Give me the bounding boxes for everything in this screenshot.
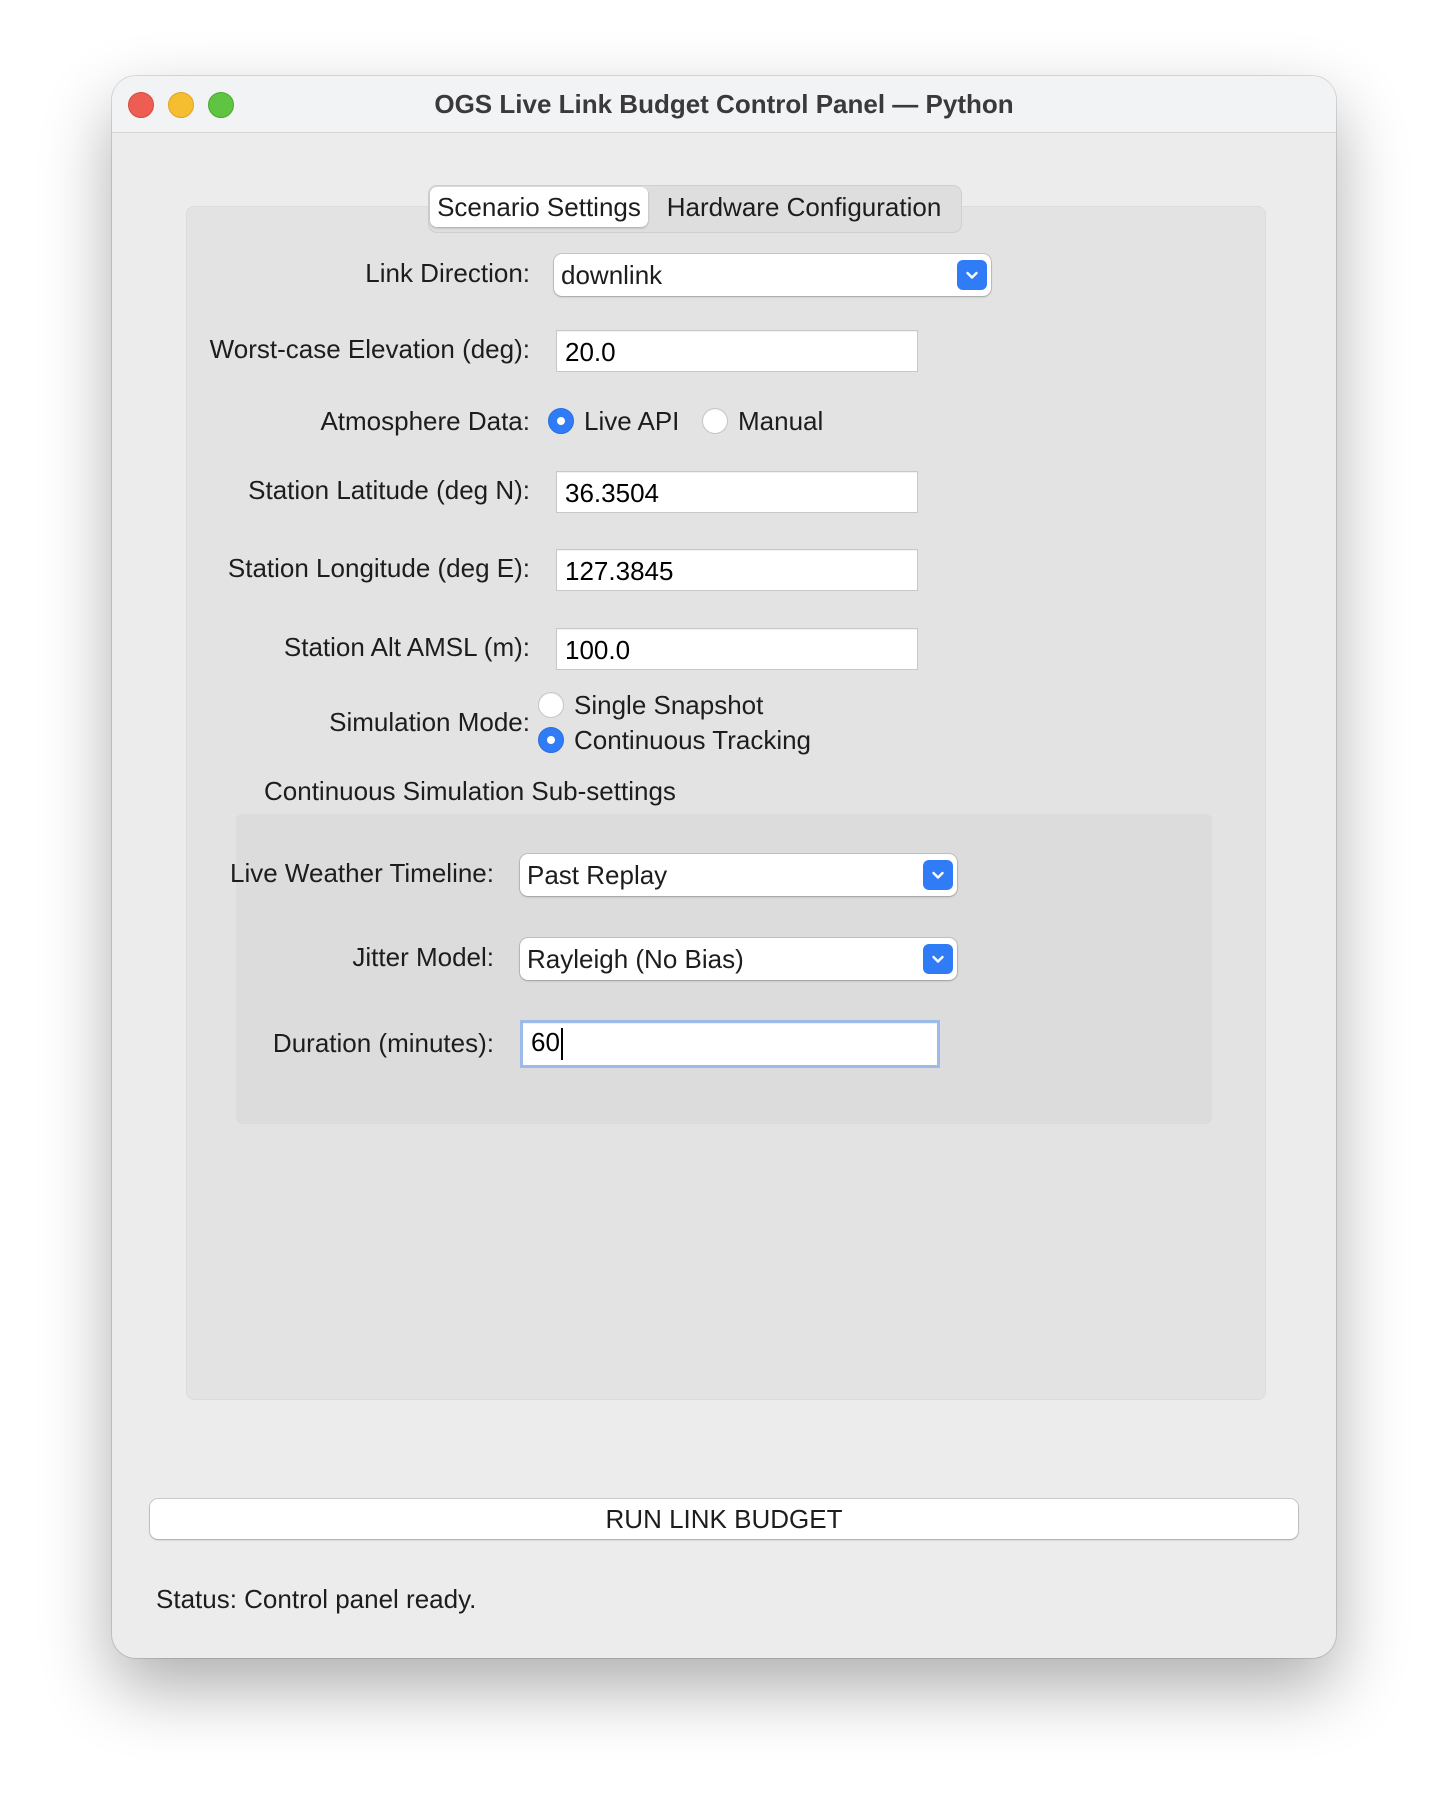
tab-hardware-configuration[interactable]: Hardware Configuration	[666, 192, 942, 222]
continuous-tracking-label: Continuous Tracking	[574, 724, 812, 755]
latitude-label: Station Latitude (deg N):	[248, 475, 530, 505]
elevation-input[interactable]: 20.0	[556, 330, 918, 372]
radio-unselected-indicator	[702, 408, 728, 434]
weather-timeline-value: Past Replay	[527, 860, 668, 890]
subsettings-title: Continuous Simulation Sub-settings	[264, 776, 676, 806]
chevron-down-icon	[923, 944, 953, 974]
title-bar	[112, 76, 1336, 133]
weather-timeline-label: Live Weather Timeline:	[230, 858, 494, 888]
altitude-label: Station Alt AMSL (m):	[283, 632, 530, 662]
duration-label: Duration (minutes):	[272, 1028, 494, 1058]
radio-selected-indicator	[548, 408, 574, 434]
duration-input[interactable]	[520, 1020, 940, 1068]
single-snapshot-radio[interactable]	[538, 687, 763, 723]
window-title: OGS Live Link Budget Control Panel — Python	[434, 89, 1014, 119]
jitter-model-value: Rayleigh (No Bias)	[527, 944, 744, 974]
atmosphere-data-label: Atmosphere Data:	[320, 406, 530, 436]
longitude-input[interactable]: 127.3845	[556, 549, 918, 591]
chevron-down-icon	[957, 260, 987, 290]
atmosphere-manual-label: Manual	[738, 405, 824, 436]
atmosphere-live-api-label: Live API	[584, 405, 680, 436]
text-caret	[561, 1028, 563, 1060]
altitude-input[interactable]: 100.0	[556, 628, 918, 670]
atmosphere-manual-radio[interactable]	[702, 403, 823, 439]
continuous-tracking-radio[interactable]	[538, 722, 811, 758]
elevation-label: Worst-case Elevation (deg):	[209, 334, 530, 364]
simulation-mode-label: Simulation Mode:	[329, 707, 530, 737]
single-snapshot-label: Single Snapshot	[574, 689, 764, 720]
latitude-input[interactable]: 36.3504	[556, 471, 918, 513]
tab-bar	[428, 185, 962, 233]
app-window	[112, 76, 1336, 1658]
atmosphere-live-api-radio[interactable]	[548, 403, 679, 439]
link-direction-label: Link Direction:	[365, 258, 530, 288]
chevron-down-icon	[923, 860, 953, 890]
link-direction-combobox[interactable]	[554, 254, 991, 296]
run-link-budget-button[interactable]: RUN LINK BUDGET	[150, 1499, 1298, 1539]
radio-selected-indicator	[538, 727, 564, 753]
link-direction-value: downlink	[561, 260, 663, 290]
jitter-model-combobox[interactable]	[520, 938, 957, 980]
longitude-label: Station Longitude (deg E):	[227, 553, 530, 583]
jitter-model-label: Jitter Model:	[352, 942, 494, 972]
tab-scenario-settings[interactable]: Scenario Settings	[430, 187, 648, 227]
duration-value: 60	[531, 1027, 560, 1057]
status-text: Status: Control panel ready.	[156, 1584, 477, 1614]
weather-timeline-combobox[interactable]	[520, 854, 957, 896]
radio-unselected-indicator	[538, 692, 564, 718]
